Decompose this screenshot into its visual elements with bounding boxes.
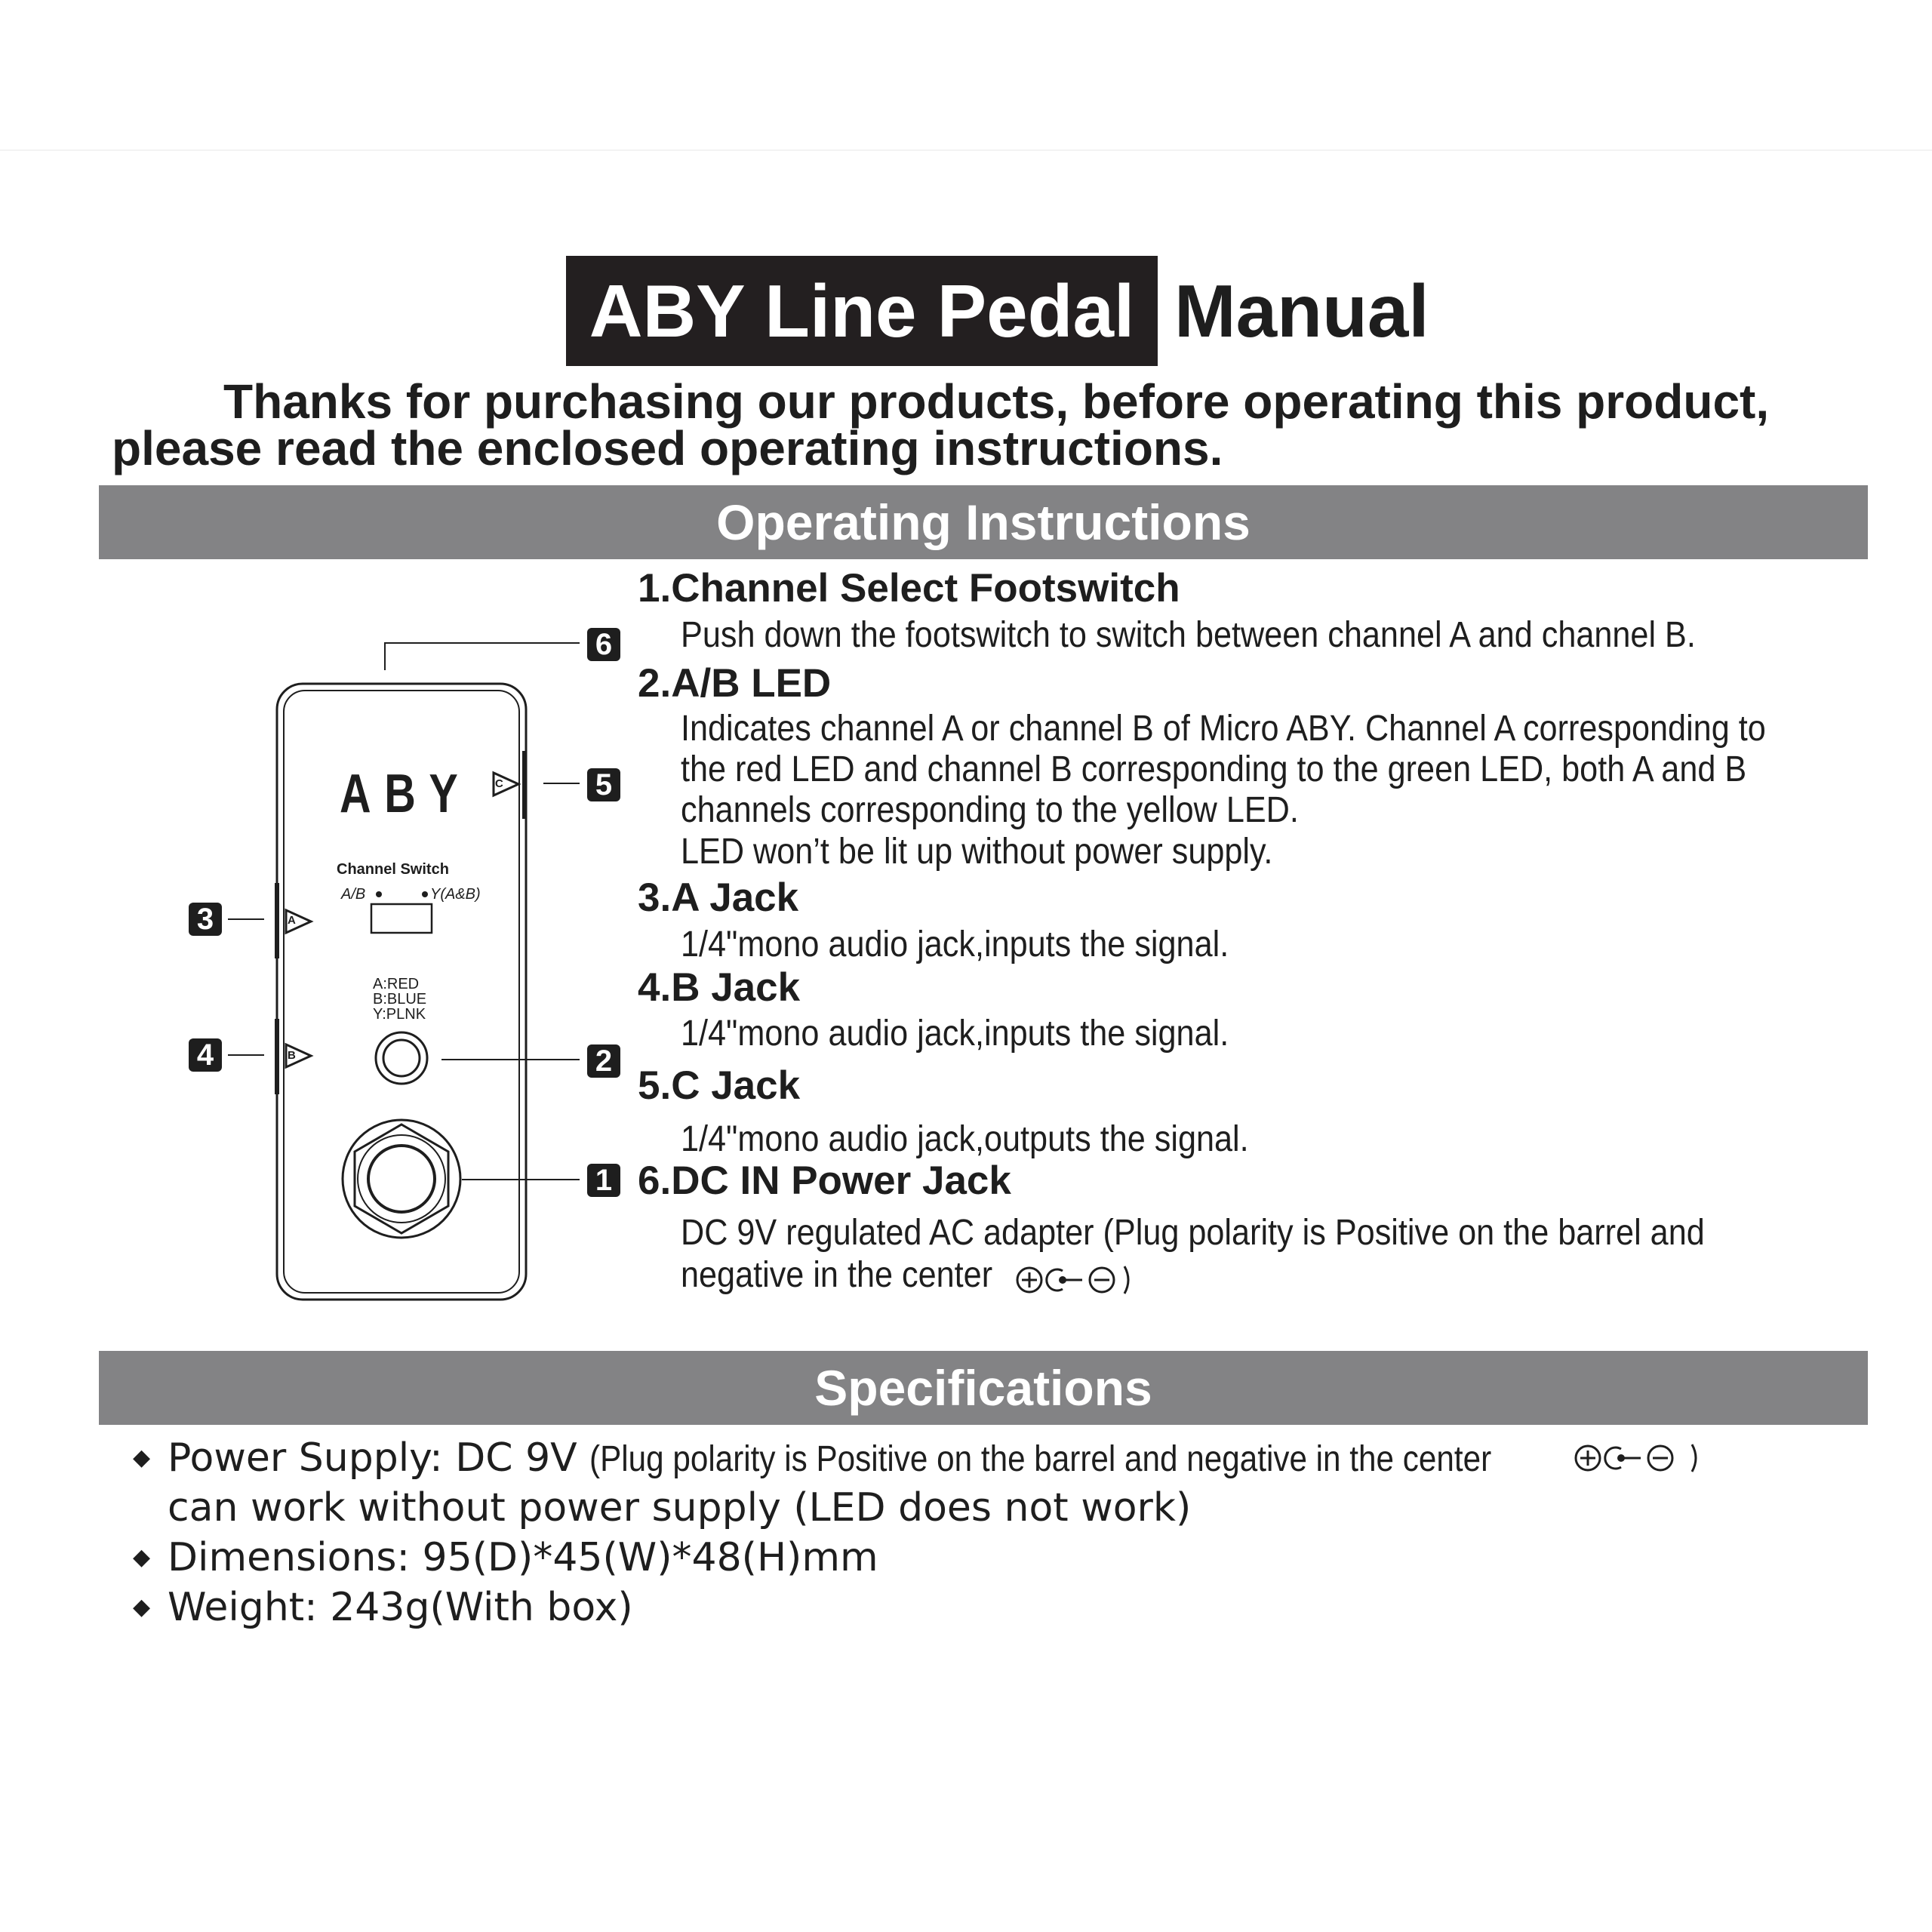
callout-1: 1 bbox=[587, 1164, 620, 1197]
spec-power bbox=[168, 1434, 1614, 1484]
channel-switch-label: Channel Switch bbox=[337, 861, 449, 878]
instruction-1-line-1: Push down the footswitch to switch between channel A and channel B. bbox=[681, 615, 1696, 655]
title-boxed: ABY Line Pedal bbox=[566, 256, 1158, 366]
instruction-3-heading: 3.A Jack bbox=[638, 875, 799, 920]
instruction-3-line-1: 1/4"mono audio jack,inputs the signal. bbox=[681, 924, 1229, 964]
bullet-diamond-icon: ◆ bbox=[133, 1445, 151, 1470]
jack-c-label: C bbox=[495, 777, 503, 790]
callout-2: 2 bbox=[587, 1044, 620, 1078]
callout-3: 3 bbox=[189, 903, 222, 936]
top-rule bbox=[0, 149, 1932, 151]
instruction-2-line-2: the red LED and channel B corresponding to the green LED, both A and B bbox=[681, 749, 1747, 789]
polarity-icon bbox=[1011, 1262, 1140, 1300]
instruction-5-line-1: 1/4"mono audio jack,outputs the signal. bbox=[681, 1119, 1249, 1159]
bullet-diamond-icon: ◆ bbox=[133, 1545, 151, 1570]
jack-a-label: A bbox=[288, 914, 296, 927]
instruction-2-line-1: Indicates channel A or channel B of Micro ABY. Channel A corresponding to bbox=[681, 709, 1766, 749]
led-color-y: Y:PLNK bbox=[373, 1006, 426, 1023]
callout-line-6 bbox=[385, 643, 580, 670]
spec-dimensions: Dimensions: 95(D)*45(W)*48(H)mm bbox=[168, 1535, 878, 1580]
led-color-a: A:RED bbox=[373, 976, 420, 992]
callout-5: 5 bbox=[587, 768, 620, 801]
instruction-1-heading: 1.Channel Select Footswitch bbox=[638, 566, 1180, 611]
instruction-4-heading: 4.B Jack bbox=[638, 965, 801, 1010]
jack-b-slot bbox=[275, 1019, 279, 1094]
bullet-diamond-icon: ◆ bbox=[133, 1595, 151, 1620]
title-plain: Manual bbox=[1174, 269, 1429, 352]
footswitch-icon bbox=[343, 1120, 460, 1238]
jack-b-label: B bbox=[288, 1049, 296, 1062]
instruction-2-line-4: LED won’t be lit up without power supply. bbox=[681, 832, 1273, 872]
spec-power-line-2: can work without power supply (LED does not work) bbox=[168, 1485, 1192, 1531]
intro-line-2: please read the enclosed operating instructions. bbox=[112, 421, 1223, 475]
operating-instructions-header: Operating Instructions bbox=[99, 485, 1868, 559]
pedal-logo: ABY bbox=[340, 764, 472, 824]
jack-a-slot bbox=[275, 883, 279, 958]
polarity-icon bbox=[1570, 1440, 1721, 1478]
y-label: Y(A&B) bbox=[430, 886, 481, 903]
channel-switch-window bbox=[371, 904, 432, 933]
spec-power-note: (Plug polarity is Positive on the barrel and negative in the center bbox=[589, 1439, 1492, 1479]
callout-6: 6 bbox=[587, 628, 620, 661]
ab-dot bbox=[376, 891, 382, 897]
instruction-2-heading: 2.A/B LED bbox=[638, 661, 832, 706]
instruction-5-heading: 5.C Jack bbox=[638, 1063, 801, 1108]
instruction-6-line-2: negative in the center bbox=[681, 1255, 993, 1295]
y-dot bbox=[422, 891, 428, 897]
spec-weight: Weight: 243g(With box) bbox=[168, 1585, 633, 1630]
instruction-2-line-3: channels corresponding to the yellow LED. bbox=[681, 790, 1299, 830]
instruction-4-line-1: 1/4"mono audio jack,inputs the signal. bbox=[681, 1014, 1229, 1054]
spec-power-main: Power Supply: DC 9V bbox=[168, 1435, 577, 1481]
ab-label: A/B bbox=[341, 886, 366, 903]
intro-line-1: Thanks for purchasing our products, before operating this product, bbox=[223, 374, 1770, 429]
pedal-diagram bbox=[151, 619, 664, 1328]
led-color-b: B:BLUE bbox=[373, 991, 427, 1008]
callout-4: 4 bbox=[189, 1038, 222, 1072]
instruction-6-line-1: DC 9V regulated AC adapter (Plug polarity is Positive on the barrel and bbox=[681, 1213, 1705, 1253]
instruction-6-heading: 6.DC IN Power Jack bbox=[638, 1158, 1011, 1203]
specifications-header: Specifications bbox=[99, 1351, 1868, 1425]
jack-c-slot bbox=[522, 751, 527, 819]
